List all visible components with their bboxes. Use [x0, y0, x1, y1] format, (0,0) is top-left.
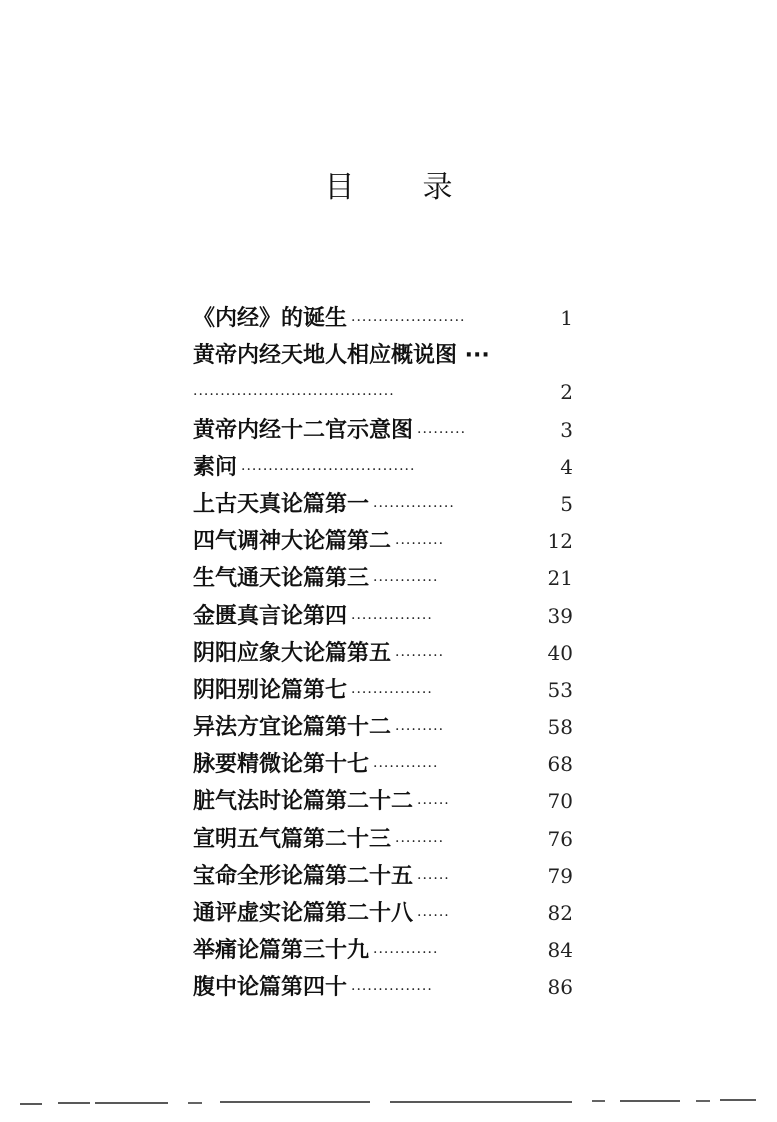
toc-entry-leader: ······: [417, 870, 450, 887]
toc-entry-page: 2: [560, 380, 573, 405]
toc-entry-title: 上古天真论篇第一: [193, 491, 370, 517]
toc-entry-leader: ···············: [351, 610, 433, 627]
toc-entry-leader: ·········: [417, 424, 467, 441]
toc-entry-page: 21: [547, 566, 573, 591]
toc-entry-leader: ···············: [351, 684, 433, 701]
toc-entry[interactable]: [193, 932, 573, 969]
bottom-scan-rule: [20, 1098, 760, 1108]
toc-entry-title: 黄帝内经十二官示意图: [193, 417, 414, 443]
toc-entry[interactable]: [193, 337, 573, 374]
page-title-char-2: 录: [422, 170, 453, 205]
toc-entry-leader: ·········: [395, 536, 445, 553]
toc-entry[interactable]: [193, 709, 573, 746]
toc-entry-leader: ································: [241, 461, 416, 478]
toc-entry[interactable]: [193, 598, 573, 635]
toc-entry-page: 12: [547, 529, 573, 554]
toc-entry-title: 金匮真言论第四: [193, 603, 348, 629]
toc-entry[interactable]: [193, 635, 573, 672]
toc-entry-page: 40: [547, 640, 573, 665]
toc-entry-title: 脏气法时论篇第二十二: [193, 789, 414, 815]
toc-entry-title: 阴阳别论篇第七: [193, 677, 348, 703]
toc-entry[interactable]: [193, 858, 573, 895]
toc-entry[interactable]: [193, 969, 573, 1006]
toc-entry[interactable]: [193, 523, 573, 560]
toc-entry-title: 脉要精微论第十七: [193, 752, 370, 778]
toc-entry-leader: ·····································: [193, 387, 395, 404]
toc-entry[interactable]: [193, 300, 573, 337]
toc-entry-page: 70: [547, 789, 573, 814]
page-title-char-1: 目: [324, 170, 355, 205]
toc-entry-title: 阴阳应象大论篇第五: [193, 640, 392, 666]
toc-entry-title: 举痛论篇第三十九: [193, 938, 370, 964]
toc-entry-leader: ············: [373, 945, 439, 962]
toc-entry-title: 通评虚实论篇第二十八: [193, 901, 414, 926]
toc-entry-leader: ···············: [373, 498, 455, 515]
toc-entry-page: 84: [547, 938, 573, 963]
toc-entry-page: 79: [547, 863, 573, 888]
toc-entry-title: 腹中论篇第四十: [193, 975, 348, 1001]
toc-entry[interactable]: [193, 486, 573, 523]
toc-entry-title: 宝命全形论篇第二十五: [193, 863, 414, 889]
toc-entry-title: 四气调神大论篇第二: [193, 529, 392, 555]
toc-entry-page: 4: [560, 454, 573, 479]
toc-entry-title: 生气通天论篇第三: [193, 566, 370, 592]
toc-entry-leader: ·········: [395, 833, 445, 850]
toc-entry[interactable]: [193, 895, 573, 932]
toc-entry-leader: ·········: [395, 722, 445, 739]
bottom-rule-segments: [20, 1100, 756, 1104]
toc-entry-title: 素问: [193, 454, 238, 480]
toc-entry-page: 68: [547, 752, 573, 777]
toc-entry-leader: ······: [417, 796, 450, 813]
toc-entry-page: 1: [560, 306, 573, 330]
toc-entry[interactable]: [193, 672, 573, 709]
toc-entry[interactable]: [193, 746, 573, 783]
toc-entry-continuation[interactable]: [193, 374, 573, 411]
toc-entry-title: 黄帝内经天地人相应概说图 ···: [193, 343, 490, 369]
toc-entry-title: 异法方宜论篇第十二: [193, 715, 392, 741]
toc-entry-page: 39: [547, 603, 573, 628]
toc-entry-leader: ·····················: [351, 313, 466, 329]
toc-entry-page: 53: [547, 677, 573, 702]
toc-entry[interactable]: [193, 783, 573, 820]
toc-entry[interactable]: [193, 821, 573, 858]
toc-entry-leader: ············: [373, 573, 439, 590]
toc-entry[interactable]: [193, 560, 573, 597]
toc-entry-title: 宣明五气篇第二十三: [193, 826, 392, 852]
toc-entry-page: 82: [547, 901, 573, 925]
toc-entry-page: 86: [547, 975, 573, 1000]
page-title: [0, 162, 777, 206]
table-of-contents: [193, 300, 573, 1007]
toc-entry-title: 《内经》的诞生: [193, 306, 348, 331]
toc-entry-leader: ······: [417, 908, 450, 924]
toc-entry-leader: ············: [373, 759, 439, 776]
toc-entry-page: 5: [560, 491, 573, 516]
toc-entry[interactable]: [193, 412, 573, 449]
toc-entry[interactable]: [193, 449, 573, 486]
toc-entry-page: 58: [547, 715, 573, 740]
toc-entry-leader: ···············: [351, 982, 433, 999]
toc-entry-leader: ·········: [395, 647, 445, 664]
toc-entry-page: 3: [560, 417, 573, 442]
toc-entry-page: 76: [547, 826, 573, 851]
